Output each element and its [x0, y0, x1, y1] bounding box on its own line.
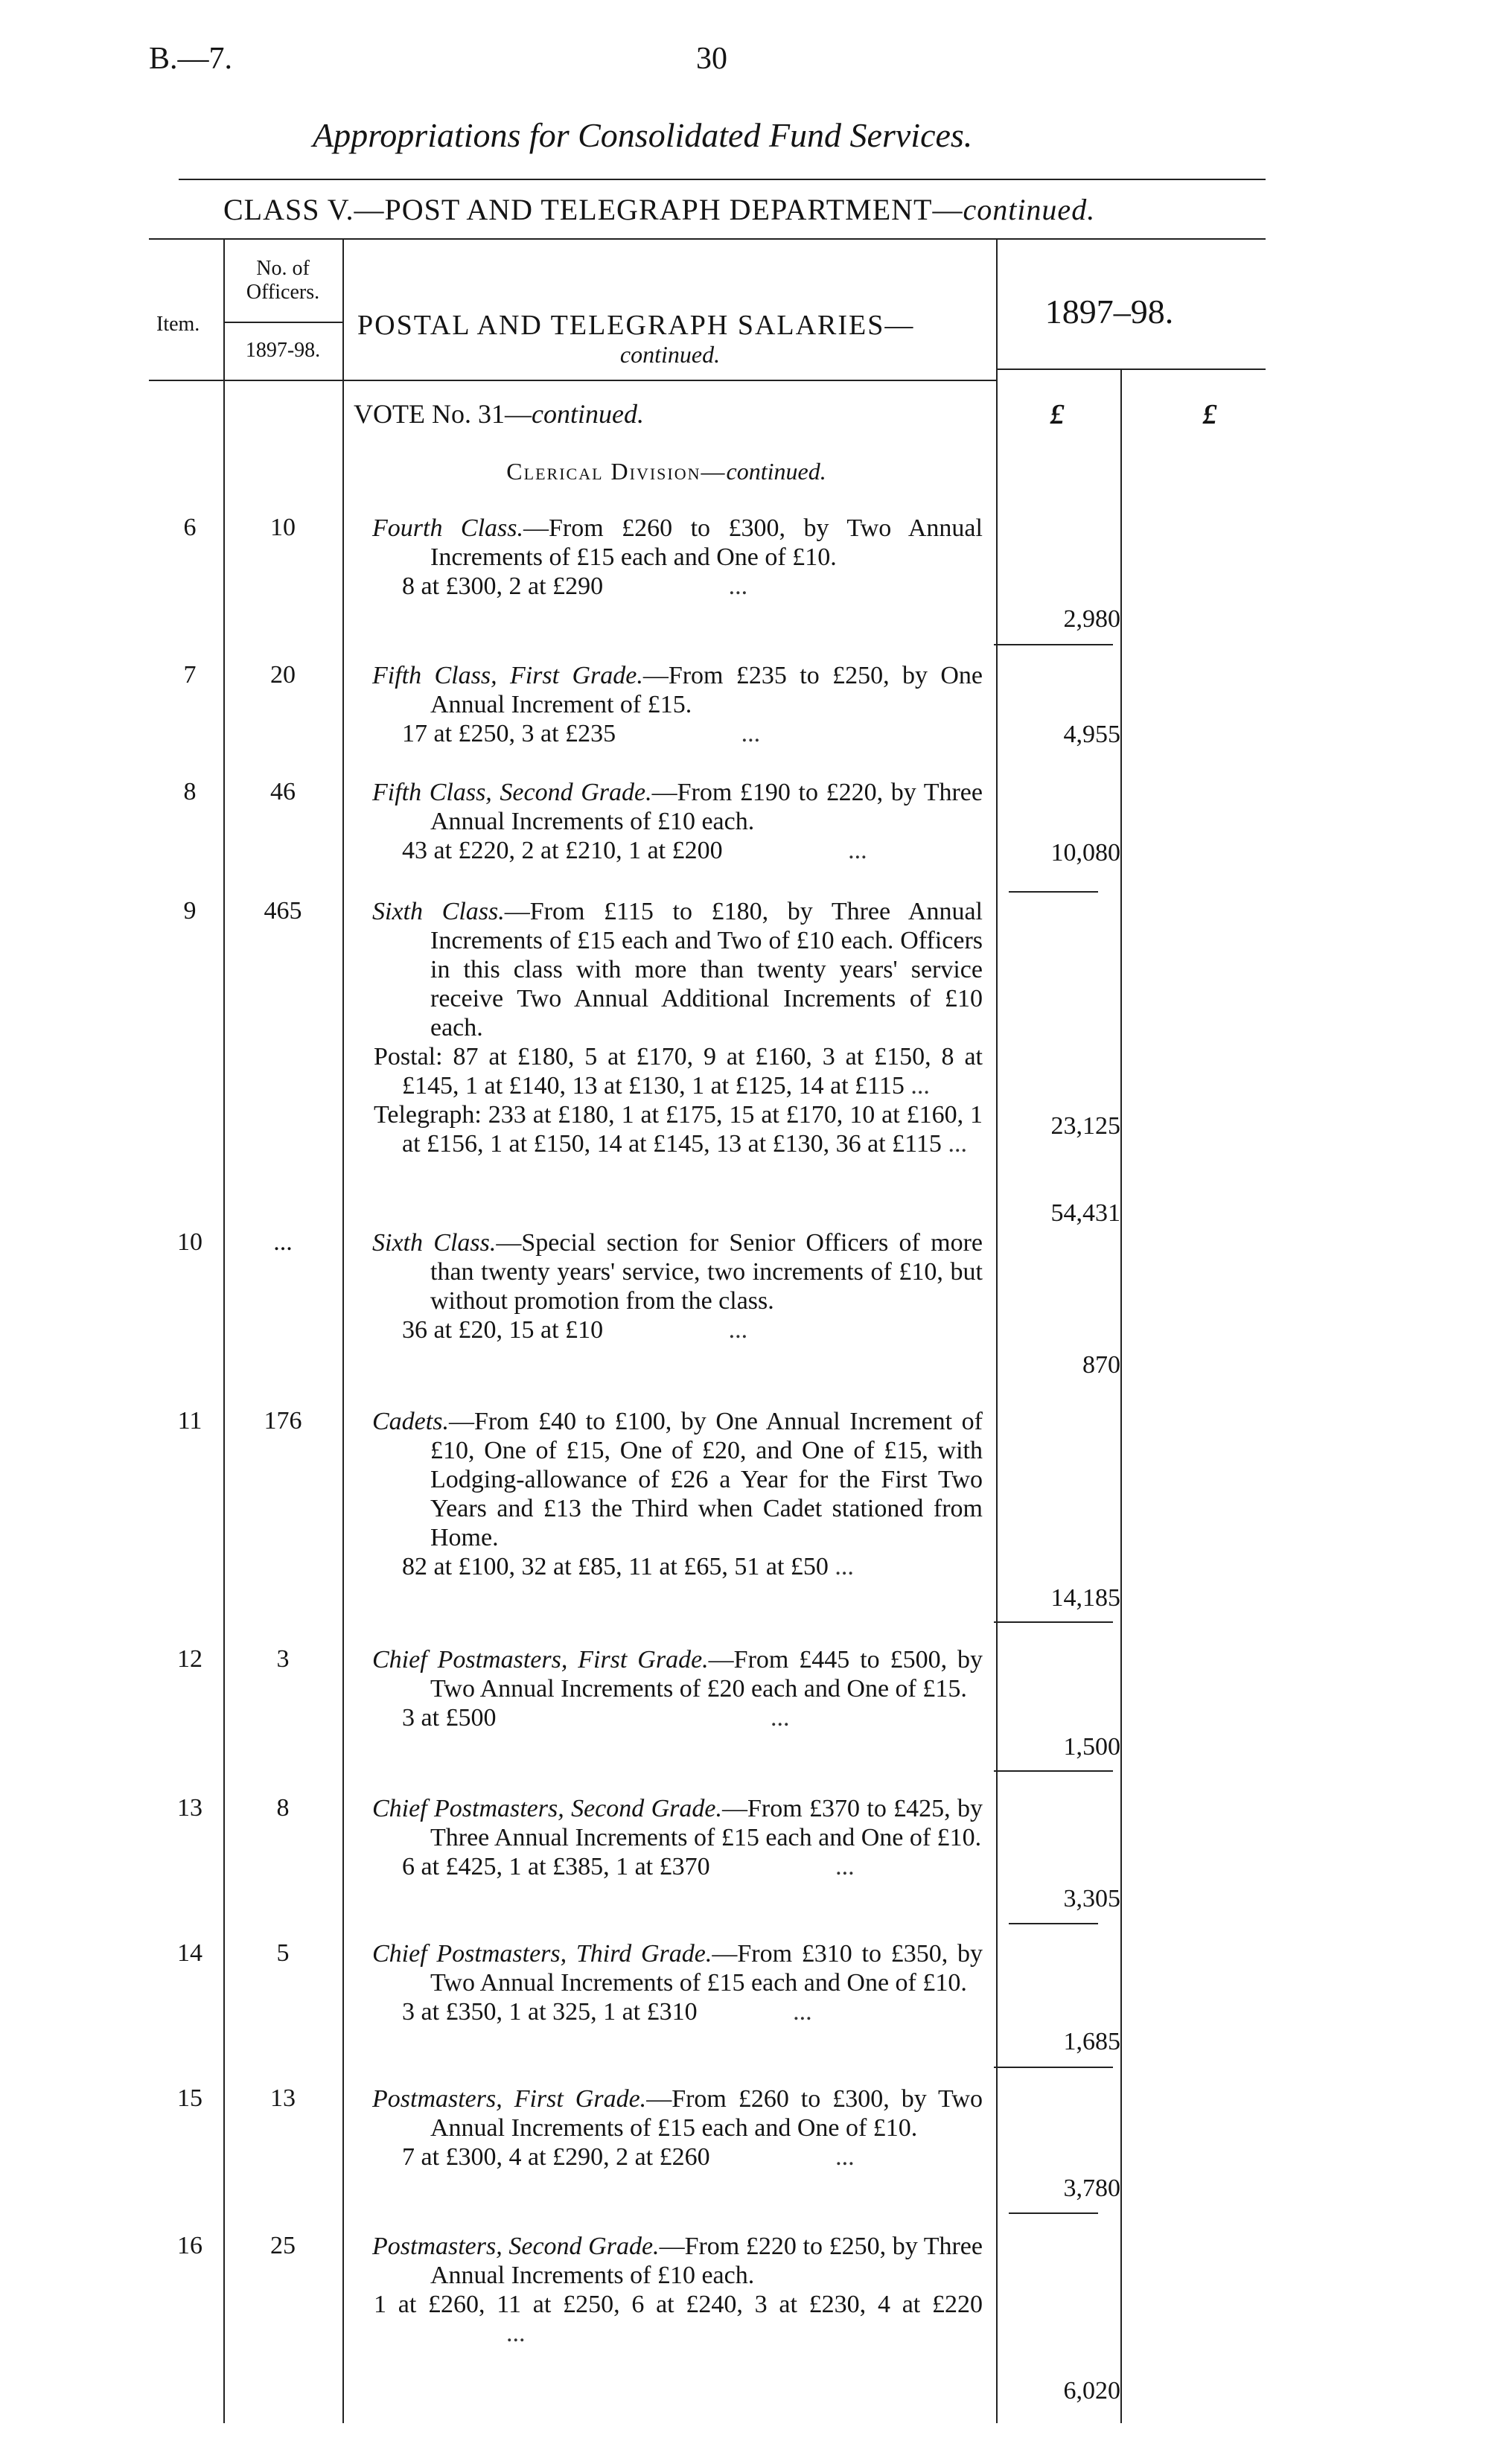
- class-heading-main: CLASS V.—POST AND TELEGRAPH DEPARTMENT—: [223, 193, 963, 226]
- amount: 6,020: [1063, 2377, 1120, 2405]
- amount-rule: [1009, 2212, 1098, 2214]
- officer-count: 465: [264, 897, 302, 925]
- item-number: 9: [183, 897, 197, 925]
- vote-cont: continued.: [531, 399, 644, 429]
- leader-dots: ...: [835, 2143, 855, 2171]
- salary-entry: [372, 1228, 983, 1344]
- top-rule: [179, 179, 1266, 180]
- total-column-rule: [1120, 368, 1122, 2423]
- entry-title: Fourth Class.: [372, 514, 523, 542]
- entry-detail: 7 at £300, 4 at £290, 2 at £260 ...: [402, 2143, 855, 2171]
- entry-title: Postmasters, First Grade.: [372, 2085, 647, 2113]
- vote-label: [354, 398, 644, 430]
- item-number: 12: [177, 1645, 202, 1673]
- year-rule: [998, 368, 1266, 370]
- entry-title: Chief Postmasters, First Grade.: [372, 1646, 709, 1674]
- entry-description: [372, 778, 983, 836]
- currency-symbol-1: £: [1050, 399, 1065, 430]
- entry-description: [372, 514, 983, 572]
- entry-detail: 17 at £250, 3 at £235 ...: [402, 720, 761, 747]
- entry-title: Fifth Class, First Grade.: [372, 662, 643, 689]
- amount-rule: [1009, 1923, 1098, 1924]
- entry-desc: —From £445 to £500, by Two Annual Increments of £20 each and One of £15.: [430, 1646, 983, 1703]
- entry-description: [372, 1228, 983, 1315]
- amount: 3,305: [1063, 1885, 1120, 1912]
- page-number: 30: [696, 42, 727, 76]
- class-heading: [223, 192, 1095, 227]
- officer-count: 10: [270, 514, 296, 541]
- entry-detail: 3 at £500 ...: [402, 1704, 790, 1732]
- entry-description: [372, 2084, 983, 2143]
- leader-dots: ...: [728, 1316, 748, 1344]
- entry-title: Chief Postmasters, Second Grade.: [372, 1795, 722, 1822]
- entry-description: [372, 897, 983, 1042]
- amount-rule: [994, 644, 1113, 645]
- amount-rule: [994, 1621, 1113, 1623]
- division-cont: continued.: [726, 458, 826, 485]
- entry-title: Sixth Class.: [372, 898, 505, 925]
- leader-dots: ...: [793, 1998, 812, 2026]
- header-rule: [149, 238, 1266, 240]
- entry-detail: 3 at £350, 1 at 325, 1 at £310 ...: [402, 1998, 812, 2026]
- leader-dots: ...: [910, 1072, 930, 1100]
- entry-desc: —From £190 to £220, by Three Annual Increments of £10 each.: [430, 779, 983, 835]
- officer-count: 5: [276, 1939, 290, 1967]
- amount-rule: [1009, 891, 1098, 893]
- leader-dots: ...: [848, 837, 867, 864]
- leader-dots: ...: [741, 720, 761, 747]
- amount-column-rule: [996, 238, 998, 2423]
- entry-detail: 82 at £100, 32 at £85, 11 at £65, 51 at £50 ...: [402, 1553, 854, 1580]
- entry-desc: —From £370 to £425, by Three Annual Increments of £15 each and One of £10.: [430, 1795, 983, 1851]
- amount: 870: [1082, 1351, 1120, 1379]
- entry-description: [372, 1407, 983, 1552]
- entry-description: [372, 2232, 983, 2290]
- entry-desc: —Special section for Senior Officers of more than twenty years' service, two increments of £10, but without promotion from the class.: [430, 1229, 983, 1315]
- amount: 4,955: [1063, 721, 1120, 748]
- column-officers-year: 1897-98.: [245, 339, 321, 362]
- salary-entry: [372, 2232, 983, 2348]
- entry-title: Chief Postmasters, Third Grade.: [372, 1940, 712, 1968]
- document-reference: B.—7.: [149, 42, 233, 76]
- entry-desc: —From £260 to £300, by Two Annual Increments of £15 each and One of £10.: [430, 2085, 983, 2142]
- entry-desc: —From £115 to £180, by Three Annual Increments of £15 each and Two of £10 each. Officers in this class with more than twenty years' service receive Two Annual Additional Increments of £10 each.: [430, 898, 983, 1041]
- column-item: Item.: [156, 313, 200, 336]
- item-number: 11: [177, 1407, 202, 1435]
- salary-entry: [372, 778, 983, 865]
- officer-count: 20: [270, 661, 296, 689]
- salary-entry: [372, 661, 983, 748]
- officer-count: 8: [276, 1794, 290, 1822]
- entry-title: Postmasters, Second Grade.: [372, 2233, 660, 2260]
- item-number: 6: [183, 514, 197, 541]
- item-number: 14: [177, 1939, 202, 1967]
- entry-detail-telegraph: Telegraph: 233 at £180, 1 at £175, 15 at £170, 10 at £160, 1 at £156, 1 at £150, 14 at £145, 13 at £130, 36 at £115 ...: [374, 1101, 983, 1158]
- amount: 1,500: [1063, 1733, 1120, 1761]
- salary-entry: [372, 2084, 983, 2172]
- leader-dots: ...: [835, 1553, 854, 1580]
- leader-dots: ...: [506, 2320, 526, 2347]
- amount: 2,980: [1063, 605, 1120, 633]
- officer-count: 46: [270, 778, 296, 805]
- entry-description: [372, 1645, 983, 1703]
- column-header-rule: [149, 380, 998, 381]
- amount-telegraph: 54,431: [1050, 1199, 1120, 1227]
- entry-desc: —From £220 to £250, by Three Annual Increments of £10 each.: [430, 2233, 983, 2289]
- amount: 14,185: [1050, 1584, 1120, 1612]
- leader-dots: ...: [948, 1130, 967, 1158]
- officer-count: 3: [276, 1645, 290, 1673]
- item-number: 8: [183, 778, 197, 805]
- leader-dots: ...: [728, 572, 748, 600]
- amount: 10,080: [1050, 839, 1120, 867]
- leader-dots: ...: [771, 1704, 790, 1732]
- class-heading-cont: continued.: [963, 193, 1096, 226]
- amount-postal: 23,125: [1050, 1112, 1120, 1140]
- entry-detail: 36 at £20, 15 at £10 ...: [402, 1316, 748, 1344]
- officers-sub-rule: [223, 322, 342, 323]
- entry-desc: —From £40 to £100, by One Annual Increment of £10, One of £15, One of £20, and One of £15, with Lodging-allowance of £26 a Year for the First Two Years and £13 the Third when Cadet stationed from Home.: [430, 1408, 983, 1551]
- entry-title: Fifth Class, Second Grade.: [372, 779, 652, 806]
- entry-detail: 1 at £260, 11 at £250, 6 at £240, 3 at £230, 4 at £220 ...: [374, 2291, 983, 2347]
- entry-description: [372, 1939, 983, 1997]
- item-number: 15: [177, 2084, 202, 2112]
- amount: 1,685: [1063, 2028, 1120, 2055]
- column-title-cont: continued.: [619, 341, 721, 368]
- amount: 3,780: [1063, 2175, 1120, 2202]
- entry-detail: 8 at £300, 2 at £290 ...: [402, 572, 748, 600]
- salary-entry: [372, 1645, 983, 1732]
- entry-desc: —From £310 to £350, by Two Annual Increments of £15 each and One of £10.: [430, 1940, 983, 1997]
- leader-dots: ...: [835, 1853, 855, 1880]
- amount-rule: [994, 2067, 1113, 2068]
- currency-symbol-2: £: [1202, 399, 1217, 430]
- officer-count: 13: [270, 2084, 296, 2112]
- entry-desc: —From £260 to £300, by Two Annual Increments of £15 each and One of £10.: [430, 514, 983, 571]
- item-number: 16: [177, 2232, 202, 2259]
- salary-entry: [372, 1939, 983, 2026]
- item-number: 7: [183, 661, 197, 689]
- entry-description: [372, 1794, 983, 1852]
- entry-desc: —From £235 to £250, by One Annual Increment of £15.: [430, 662, 983, 718]
- entry-title: Cadets.: [372, 1408, 449, 1435]
- amount-rule: [994, 1770, 1113, 1772]
- entry-detail: 6 at £425, 1 at £385, 1 at £370 ...: [402, 1853, 855, 1880]
- page-subtitle: Appropriations for Consolidated Fund Services.: [313, 116, 973, 154]
- officers-column-rule: [342, 238, 344, 2423]
- officer-count: ...: [273, 1228, 293, 1256]
- item-number: 13: [177, 1794, 202, 1822]
- division-name: Clerical Division—: [506, 458, 727, 485]
- entry-detail: 43 at £220, 2 at £210, 1 at £200 ...: [402, 837, 867, 864]
- item-number: 10: [177, 1228, 202, 1256]
- entry-title: Sixth Class.: [372, 1229, 497, 1257]
- officer-count: 25: [270, 2232, 296, 2259]
- column-officers: No. of Officers.: [246, 257, 320, 304]
- salary-entry: [372, 897, 983, 1158]
- salary-entry: [372, 1407, 983, 1581]
- division-heading: [354, 458, 979, 485]
- entry-detail-postal: Postal: 87 at £180, 5 at £170, 9 at £160, 3 at £150, 8 at £145, 1 at £140, 13 at £130, 1 at £125, 14 at £115 ...: [374, 1043, 983, 1100]
- column-title: POSTAL AND TELEGRAPH SALARIES—: [357, 310, 915, 341]
- officer-count: 176: [264, 1407, 302, 1435]
- entry-description: [372, 661, 983, 719]
- vote-number: VOTE No. 31—: [354, 399, 532, 429]
- salary-entry: [372, 1794, 983, 1881]
- column-year: 1897–98.: [1044, 293, 1174, 331]
- salary-entry: [372, 514, 983, 601]
